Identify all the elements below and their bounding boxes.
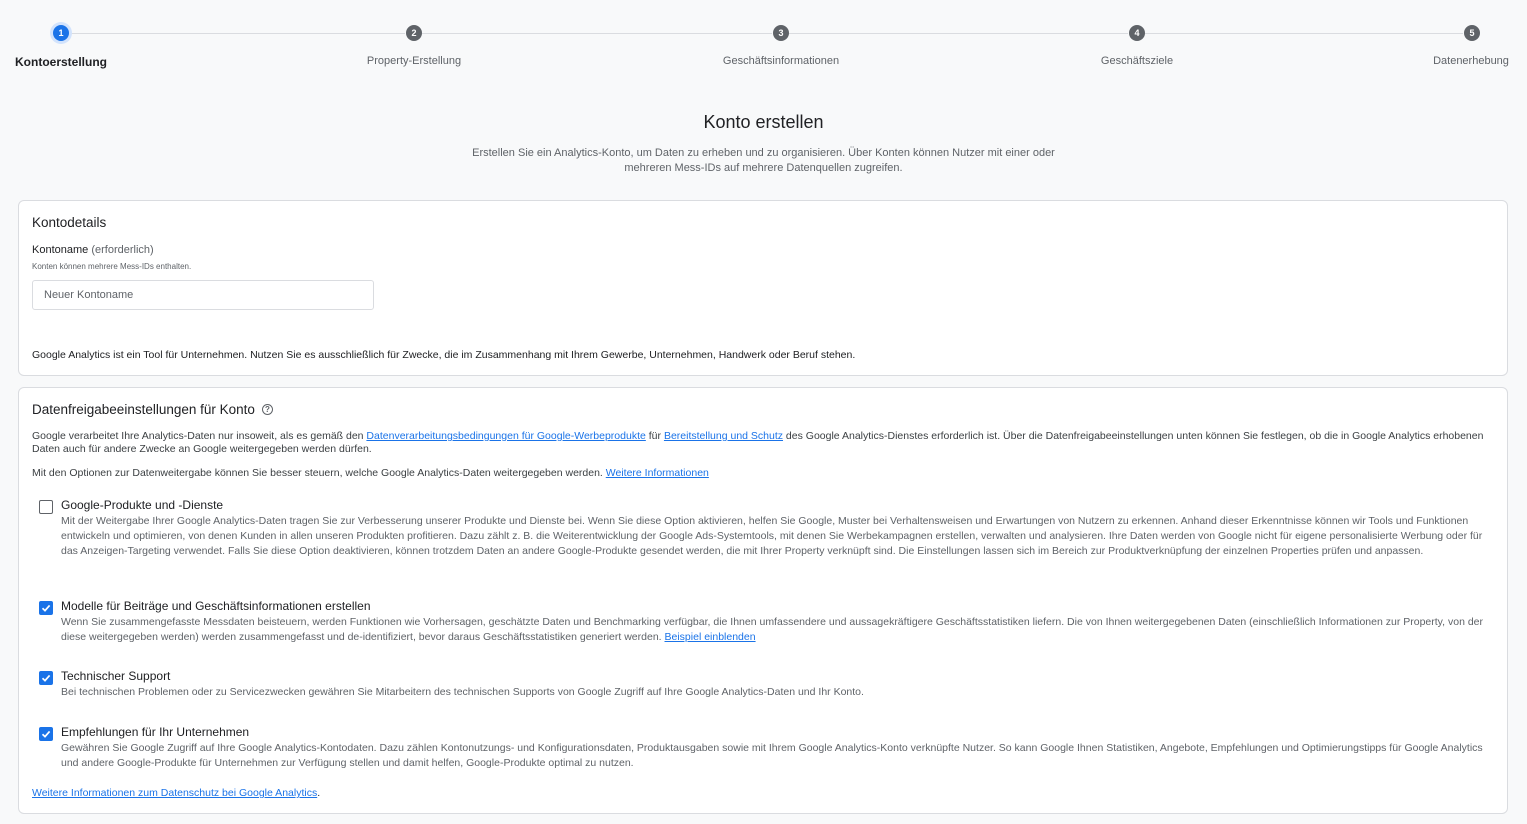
- provision-protection-link[interactable]: Bereitstellung und Schutz: [663, 430, 784, 442]
- step-connector: [1145, 33, 1463, 34]
- data-sharing-intro: [32, 430, 1492, 456]
- step-4-label: Geschäftsziele: [1100, 55, 1174, 67]
- step-connector: [422, 33, 772, 34]
- technical-support-checkbox[interactable]: [39, 671, 53, 685]
- option-title: Google-Produkte und -Dienste: [61, 498, 224, 512]
- step-1-label: Kontoerstellung: [15, 55, 107, 69]
- data-sharing-card: [18, 387, 1508, 814]
- options-text: Mit den Optionen zur Datenweitergabe können Sie besser steuern, welche Google Analytics-Daten weitergegeben werden.: [32, 467, 606, 479]
- option-description: Gewähren Sie Google Zugriff auf Ihre Google Analytics-Kontodaten. Dazu zählen Kontonutzungs- und Konfigurationsdaten, Produktausgaben sowie mit Ihrem Google Analytics-Konto verknüpfte Nutzer. So kann Google Ihnen Statistiken, Angebote, Empfehlungen und Optimierungstipps für Google Analytics und andere Google-Produkte für Unternehmen zur Verfügung stellen und damit helfen, Google-Produkte optimal zu nutzen.: [61, 742, 1483, 769]
- progress-stepper: [0, 0, 1527, 80]
- option-description: Bei technischen Problemen oder zu Servicezwecken gewähren Sie Mitarbeitern des technischen Supports von Google Zugriff auf Ihre Google Analytics-Daten und Ihr Konto.: [61, 686, 864, 698]
- show-example-link[interactable]: Beispiel einblenden: [664, 631, 756, 643]
- account-name-label: [32, 244, 154, 256]
- help-circle-icon[interactable]: ?: [262, 404, 273, 415]
- step-2-label: Property-Erstellung: [366, 55, 462, 67]
- option-title: Technischer Support: [61, 669, 171, 683]
- account-details-title: Kontodetails: [32, 215, 107, 230]
- intro-text-1: Google verarbeitet Ihre Analytics-Daten nur insoweit, als es gemäß den: [32, 430, 367, 442]
- option-title: Modelle für Beiträge und Geschäftsinformationen erstellen: [61, 599, 371, 613]
- step-1-indicator: 1: [53, 25, 69, 41]
- page-subtitle: Erstellen Sie ein Analytics-Konto, um Daten zu erheben und zu organisieren. Über Konten können Nutzer mit einer oder mehreren Mess-IDs auf mehrere Datenquellen zugreifen.: [472, 147, 1055, 174]
- data-sharing-options-text: [32, 467, 1492, 480]
- option-description-text: Wenn Sie zusammengefasste Messdaten beisteuern, werden Funktionen wie Vorhersagen, geschätzte Daten und Benchmarking verfügbar, die Ihnen umfassendere und aussagekräftigere Geschäftsstatistiken liefern. Die von Ihnen weitergegebenen Daten (einschließlich Informationen zur Property, von der diese weitergegeben werden) werden zusammengefasst und de-identifiziert, bevor daraus Geschäftsstatistiken generiert werden.: [61, 616, 1484, 643]
- usage-note: Google Analytics ist ein Tool für Unternehmen. Nutzen Sie es ausschließlich für Zwecke, die im Zusammenhang mit Ihrem Gewerbe, Unternehmen, Handwerk oder Beruf stehen.: [32, 349, 856, 361]
- step-connector: [69, 33, 405, 34]
- intro-text-3: des Google Analytics-Dienstes erforderlich ist. Über die Datenfreigabeeinstellungen unten können Sie festlegen, ob die in Google Analytics erhobenen Daten auch für andere Zwecke an Google weitergegeben werden dürfen.: [32, 430, 1484, 455]
- step-5-indicator: 5: [1464, 25, 1480, 41]
- account-name-input[interactable]: [32, 280, 374, 310]
- step-3-indicator: 3: [773, 25, 789, 41]
- step-5-label: Datenerhebung: [1433, 55, 1509, 67]
- option-description: Mit der Weitergabe Ihrer Google Analytics-Daten tragen Sie zur Verbesserung unserer Produkte und Dienste bei. Wenn Sie diese Option aktivieren, helfen Sie Google, Muster bei Verhaltensweisen und Erwartungen von Nutzern zu erkennen. Anhand dieser Erkenntnisse können wir Tools und Funktionen entwickeln und optimieren, von denen Kunden in allen unseren Produkten profitieren. Dazu zählt z. B. die Weiterentwicklung der Google Ads-Systemtools, mit denen Sie Werbekampagnen erstellen, verwalten und analysieren. Ihre Daten werden von Google nicht für eigene personalisierte Werbung oder für das Anzeigen-Targeting verwendet. Falls Sie diese Option deaktivieren, können trotzdem Daten an andere Google-Produkte gesendet werden, die mit Ihrer Property verknüpft sind. Die Einstellungen lassen sich im Bereich zur Produktverknüpfung der einzelnen Properties prüfen und anpassen.: [61, 515, 1483, 557]
- learn-more-link[interactable]: Weitere Informationen: [605, 467, 709, 479]
- privacy-info-link[interactable]: Weitere Informationen zum Datenschutz bei Google Analytics: [32, 787, 318, 799]
- check-icon: [41, 673, 51, 683]
- data-processing-terms-link[interactable]: Datenverarbeitungsbedingungen für Google-Werbeprodukte: [366, 430, 646, 442]
- recommendations-checkbox[interactable]: [39, 727, 53, 741]
- account-name-label-text: Kontoname: [32, 244, 89, 256]
- step-2-indicator: 2: [406, 25, 422, 41]
- step-3-label: Geschäftsinformationen: [722, 55, 840, 67]
- account-details-card: [18, 200, 1508, 376]
- account-name-hint: Konten können mehrere Mess-IDs enthalten.: [32, 262, 192, 271]
- intro-text-2: für: [645, 430, 664, 442]
- privacy-footer: [32, 787, 320, 799]
- check-icon: [41, 729, 51, 739]
- option-title: Empfehlungen für Ihr Unternehmen: [61, 725, 250, 739]
- step-connector: [789, 33, 1128, 34]
- data-sharing-header: [32, 402, 273, 417]
- step-4-indicator: 4: [1129, 25, 1145, 41]
- option-description: [61, 615, 1491, 645]
- check-icon: [41, 603, 51, 613]
- required-marker: (erforderlich): [91, 244, 154, 256]
- data-sharing-title: Datenfreigabeeinstellungen für Konto: [32, 402, 255, 417]
- benchmarking-checkbox[interactable]: [39, 601, 53, 615]
- footer-suffix: .: [317, 787, 321, 799]
- page-title: Konto erstellen: [703, 112, 824, 132]
- google-products-checkbox[interactable]: [39, 500, 53, 514]
